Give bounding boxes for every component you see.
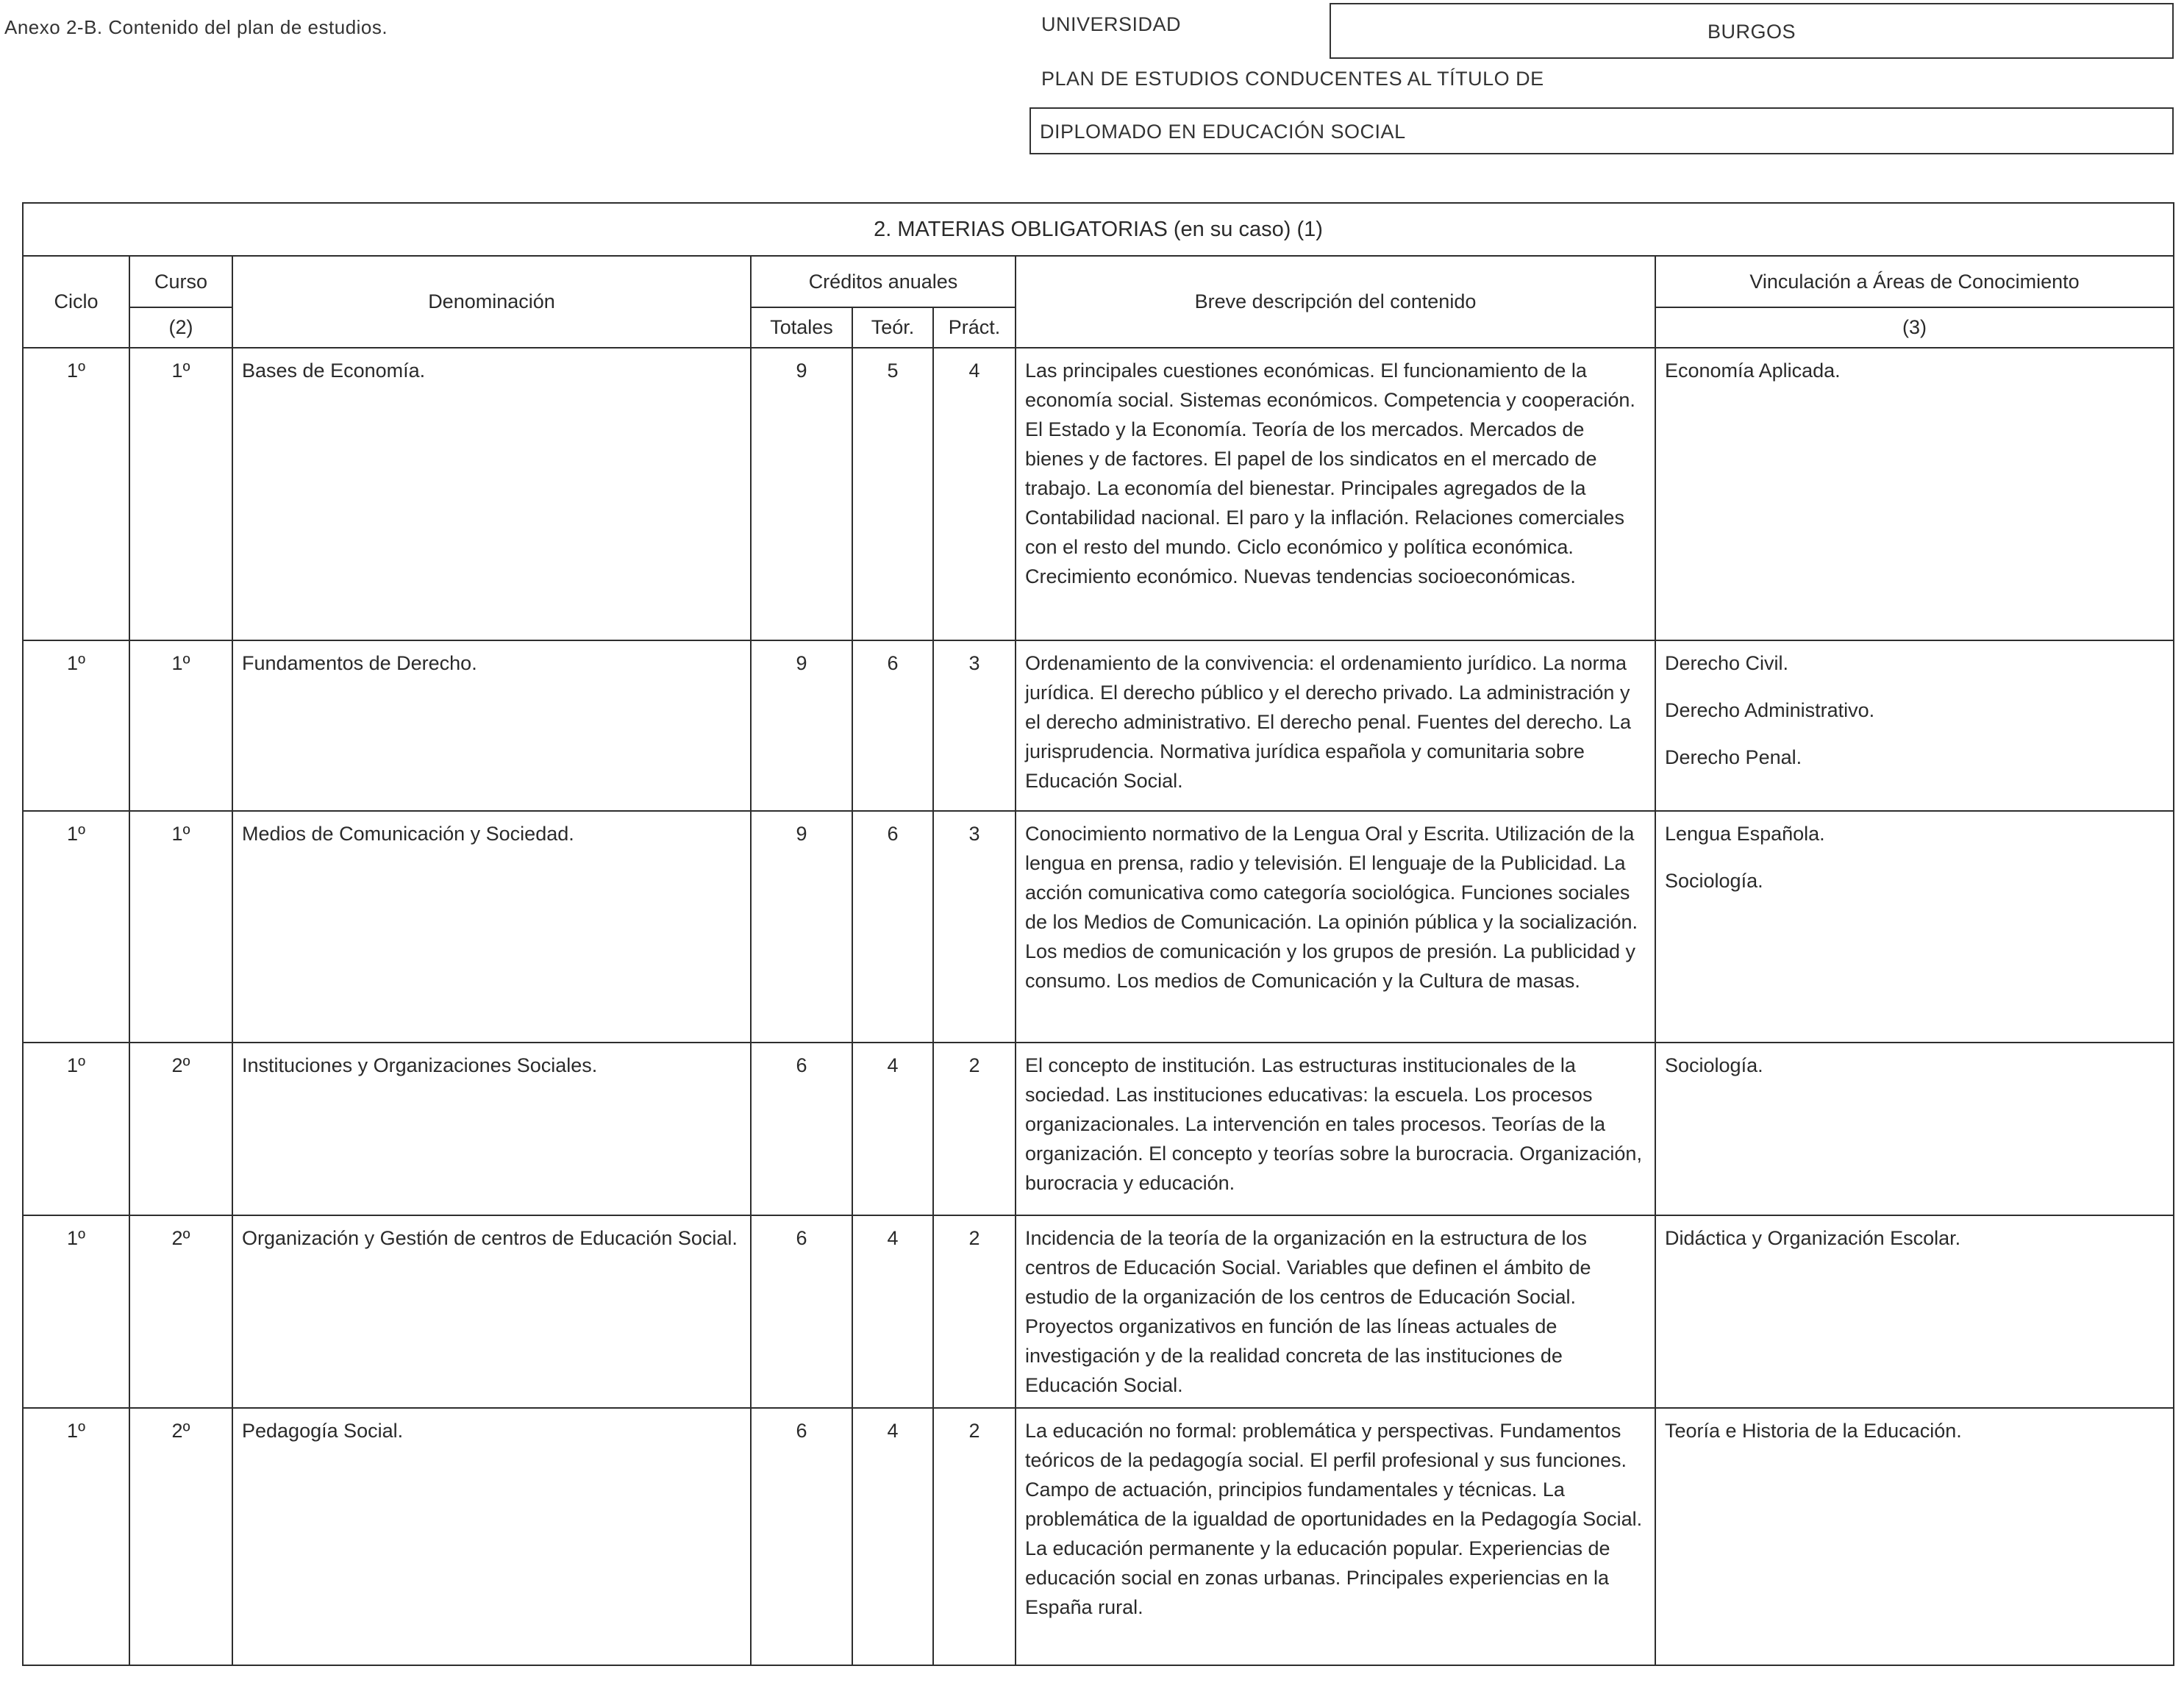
cell-curso: 1º [129, 811, 232, 1043]
cell-curso: 1º [129, 640, 232, 811]
cell-areas [1655, 1408, 2174, 1665]
cell-denominacion: Fundamentos de Derecho. [232, 640, 751, 811]
cell-denominacion: Organización y Gestión de centros de Educación Social. [232, 1215, 751, 1408]
area-item: Derecho Civil. [1665, 652, 1789, 674]
header-vinculacion-note: (3) [1655, 307, 2174, 348]
cell-pract: 4 [933, 348, 1016, 640]
cell-teor: 5 [852, 348, 933, 640]
header-pract: Práct. [933, 307, 1016, 348]
cell-ciclo: 1º [23, 1043, 129, 1215]
cell-denominacion: Medios de Comunicación y Sociedad. [232, 811, 751, 1043]
cell-ciclo: 1º [23, 348, 129, 640]
area-item: Economía Aplicada. [1665, 360, 1841, 382]
table-title: 2. MATERIAS OBLIGATORIAS (en su caso) (1) [23, 203, 2174, 256]
cell-pract: 2 [933, 1408, 1016, 1665]
table-row [23, 1215, 2174, 1408]
cell-pract: 3 [933, 640, 1016, 811]
cell-teor: 4 [852, 1043, 933, 1215]
cell-teor: 4 [852, 1408, 933, 1665]
cell-curso: 2º [129, 1215, 232, 1408]
cell-ciclo: 1º [23, 1408, 129, 1665]
university-name-box [1330, 3, 2174, 59]
cell-denominacion: Bases de Economía. [232, 348, 751, 640]
cell-descripcion: Incidencia de la teoría de la organización en la estructura de los centros de Educación Social. Variables que definen el ámbito de estudio de la organización de los centros de Educación Social. Proyectos organizativos en función de las líneas actuales de investigación y de la realidad concreta de las instituciones de Educación Social. [1016, 1215, 1655, 1408]
header-curso-note: (2) [129, 307, 232, 348]
header-totales: Totales [751, 307, 852, 348]
area-item: Teoría e Historia de la Educación. [1665, 1420, 1962, 1442]
area-item: Didáctica y Organización Escolar. [1665, 1227, 1961, 1249]
area-item: Sociología. [1665, 1054, 1763, 1076]
university-name: BURGOS [1707, 21, 1796, 43]
header-curso: Curso [129, 256, 232, 307]
cell-ciclo: 1º [23, 640, 129, 811]
cell-descripcion: El concepto de institución. Las estructuras institucionales de la sociedad. Las instituciones educativas: la escuela. Los procesos organizacionales. La intervención en tales procesos. Teorías de la organización. El concepto y teorías sobre la burocracia. Organización, burocracia y educación. [1016, 1043, 1655, 1215]
degree-name: DIPLOMADO EN EDUCACIÓN SOCIAL [1040, 121, 1406, 143]
cell-denominacion: Pedagogía Social. [232, 1408, 751, 1665]
cell-descripcion: Ordenamiento de la convivencia: el ordenamiento jurídico. La norma jurídica. El derecho público y el derecho privado. La administración y el derecho administrativo. El derecho penal. Fuentes del derecho. La jurisprudencia. Normativa jurídica española y comunitaria sobre Educación Social. [1016, 640, 1655, 811]
cell-areas [1655, 640, 2174, 811]
cell-areas [1655, 1043, 2174, 1215]
area-item: Lengua Española. [1665, 823, 1825, 845]
area-item: Derecho Penal. [1665, 746, 1802, 768]
header-ciclo: Ciclo [23, 256, 129, 348]
area-item: Sociología. [1665, 870, 1763, 892]
cell-pract: 2 [933, 1215, 1016, 1408]
cell-totales: 6 [751, 1408, 852, 1665]
cell-totales: 6 [751, 1215, 852, 1408]
university-label: UNIVERSIDAD [1041, 13, 1182, 35]
cell-teor: 6 [852, 811, 933, 1043]
cell-descripcion: Conocimiento normativo de la Lengua Oral y Escrita. Utilización de la lengua en prensa, radio y televisión. El lenguaje de la Publicidad. La acción comunicativa como categoría sociológica. Funciones sociales de los Medios de Comunicación. La opinión pública y la socialización. Los medios de comunicación y los grupos de presión. La publicidad y consumo. Los medios de Comunicación y la Cultura de masas. [1016, 811, 1655, 1043]
header-descripcion: Breve descripción del contenido [1016, 256, 1655, 348]
cell-totales: 6 [751, 1043, 852, 1215]
header-vinculacion: Vinculación a Áreas de Conocimiento [1655, 256, 2174, 307]
table-row [23, 640, 2174, 811]
cell-pract: 2 [933, 1043, 1016, 1215]
cell-descripcion: La educación no formal: problemática y perspectivas. Fundamentos teóricos de la pedagogía social. El perfil profesional y sus funciones. Campo de actuación, principios fundamentales y técnicas. La problemática de la igualdad de oportunidades en la Pedagogía Social. La educación permanente y la educación popular. Experiencias de educación social en zonas urbanas. Principales experiencias en la España rural. [1016, 1408, 1655, 1665]
table-row [23, 1043, 2174, 1215]
header-teor: Teór. [852, 307, 933, 348]
area-item: Derecho Administrativo. [1665, 699, 1875, 721]
subjects-table [22, 202, 2174, 1666]
cell-teor: 4 [852, 1215, 933, 1408]
cell-ciclo: 1º [23, 1215, 129, 1408]
table-row [23, 811, 2174, 1043]
cell-areas [1655, 348, 2174, 640]
degree-name-box [1029, 107, 2174, 154]
cell-denominacion: Instituciones y Organizaciones Sociales. [232, 1043, 751, 1215]
cell-curso: 1º [129, 348, 232, 640]
header-creditos: Créditos anuales [751, 256, 1016, 307]
cell-totales: 9 [751, 811, 852, 1043]
cell-descripcion: Las principales cuestiones económicas. El funcionamiento de la economía social. Sistemas económicos. Competencia y cooperación. El Estado y la Economía. Teoría de los mercados. Mercados de bienes y de factores. El papel de los sindicatos en el mercado de trabajo. La economía del bienestar. Principales agregados de la Contabilidad nacional. El paro y la inflación. Relaciones comerciales con el resto del mundo. Ciclo económico y política económica. Crecimiento económico. Nuevas tendencias socioeconómicas. [1016, 348, 1655, 640]
header-denominacion: Denominación [232, 256, 751, 348]
cell-teor: 6 [852, 640, 933, 811]
table-row [23, 348, 2174, 640]
cell-totales: 9 [751, 640, 852, 811]
cell-areas [1655, 1215, 2174, 1408]
table-row [23, 1408, 2174, 1665]
cell-pract: 3 [933, 811, 1016, 1043]
cell-ciclo: 1º [23, 811, 129, 1043]
annex-label: Anexo 2-B. Contenido del plan de estudios. [4, 16, 388, 38]
plan-label: PLAN DE ESTUDIOS CONDUCENTES AL TÍTULO DE [1041, 68, 1544, 90]
cell-curso: 2º [129, 1043, 232, 1215]
cell-totales: 9 [751, 348, 852, 640]
cell-areas [1655, 811, 2174, 1043]
cell-curso: 2º [129, 1408, 232, 1665]
